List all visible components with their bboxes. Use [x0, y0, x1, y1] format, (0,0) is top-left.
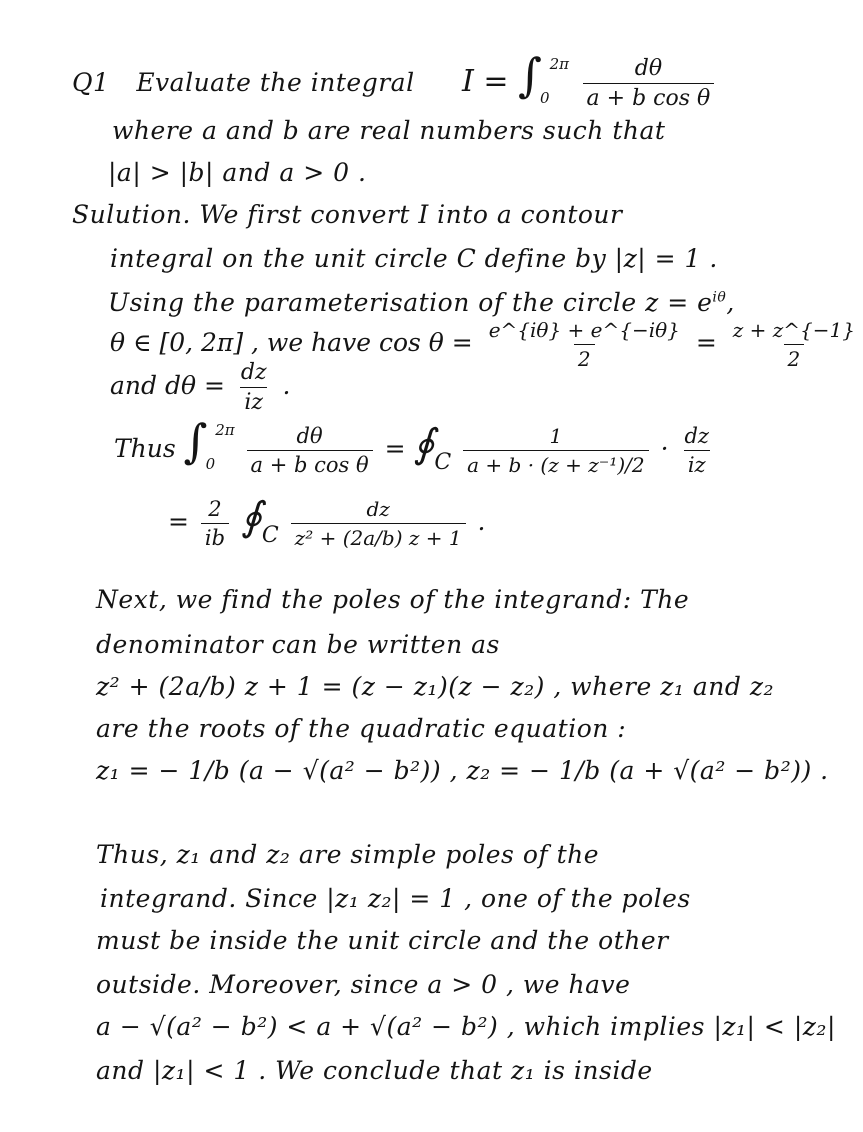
comma: , [726, 288, 735, 317]
question-text: Evaluate the integral [136, 68, 415, 97]
thus-word: Thus [114, 434, 176, 463]
integral-upper: 2π [549, 55, 569, 73]
dtheta-definition: and dθ = [110, 371, 225, 400]
body-line-6: Thus, z₁ and z₂ are simple poles of the [96, 840, 600, 869]
numerator: 1 [549, 424, 563, 448]
denominator: 2 [574, 344, 595, 371]
integral-variable: I = [462, 64, 509, 99]
body-line-9: outside. Moreover, since a > 0 , we have [96, 970, 631, 999]
denominator: ib [201, 523, 229, 550]
cos-fraction-1 [485, 318, 684, 371]
question-line-3: |a| > |b| and a > 0 . [108, 158, 367, 187]
body-line-11: and |z₁| < 1 . We conclude that z₁ is inside [96, 1056, 653, 1085]
numerator: dz [366, 497, 390, 521]
fraction-numerator: dθ [634, 55, 663, 81]
result-coefficient [201, 497, 229, 550]
contour-label: C [434, 450, 452, 475]
equals: = [384, 434, 406, 463]
cos-fraction-2 [729, 318, 859, 371]
body-line-1: Next, we find the poles of the integrand: The [96, 585, 690, 614]
integral-upper: 2π [215, 421, 235, 439]
period: . [477, 507, 486, 536]
integral-sign: ∫ [518, 48, 543, 102]
body-line-3: z² + (2a/b) z + 1 = (z − z₁)(z − z₂) , where z₁ and z₂ [96, 672, 775, 701]
dot: · [660, 434, 669, 463]
denominator: 2 [784, 344, 805, 371]
numerator: dz [684, 424, 709, 448]
numerator: dz [240, 360, 267, 385]
period: . [282, 371, 291, 400]
body-line-7: integrand. Since |z₁ z₂| = 1 , one of the poles [100, 884, 691, 913]
solution-line-2: integral on the unit circle C define by |z| = 1 . [110, 244, 718, 273]
numerator: 2 [208, 497, 222, 521]
question-line-2: where a and b are real numbers such that [112, 116, 666, 145]
solution-line-3-text: Using the parameterisation of the circle z = e [108, 288, 713, 317]
numerator: e^{iθ} + e^{−iθ} [488, 318, 680, 342]
result-integrand [291, 497, 466, 550]
solution-line-1: Sulution. We first convert I into a contour [72, 200, 623, 229]
equals: = [168, 507, 189, 536]
thus-fraction-2 [463, 424, 648, 477]
solution-line-3 [108, 288, 735, 317]
thus-equation [114, 414, 717, 477]
result-equation [168, 494, 486, 550]
body-line-10: a − √(a² − b²) < a + √(a² − b²) , which implies |z₁| < |z₂| [96, 1012, 836, 1041]
exponent: iθ [712, 289, 727, 306]
thus-fraction-1 [247, 424, 373, 477]
contour-integral-sign: ∮ [241, 494, 262, 540]
solution-line-5 [110, 360, 290, 415]
body-line-8: must be inside the unit circle and the other [96, 926, 669, 955]
numerator: z + z^{−1} [732, 318, 855, 342]
denominator: a + b cos θ [247, 450, 373, 477]
integral-fraction [583, 56, 715, 111]
body-line-4: are the roots of the quadratic equation : [96, 714, 627, 743]
integral-lower: 0 [540, 89, 550, 107]
dtheta-fraction [237, 360, 271, 415]
body-line-5: z₁ = − 1/b (a − √(a² − b²)) , z₂ = − 1/b (a + √(a² − b²)) . [96, 756, 829, 785]
question-label: Q1 [72, 68, 110, 97]
contour-label: C [261, 523, 279, 548]
numerator: dθ [296, 424, 323, 448]
denominator: a + b · (z + z⁻¹)/2 [463, 450, 648, 477]
question-integral [462, 48, 718, 111]
denominator: iz [240, 387, 267, 415]
denominator: z² + (2a/b) z + 1 [291, 523, 466, 550]
integral-lower: 0 [205, 455, 216, 473]
integral-sign: ∫ [183, 414, 208, 468]
contour-integral-sign: ∮ [413, 421, 435, 467]
equals: = [695, 328, 717, 357]
fraction-denominator: a + b cos θ [583, 83, 715, 111]
denominator: iz [684, 450, 710, 477]
question-line-1 [72, 68, 415, 97]
cos-definition: θ ∈ [0, 2π] , we have cos θ = [110, 328, 473, 357]
thus-fraction-3 [680, 424, 713, 477]
body-line-2: denominator can be written as [96, 630, 500, 659]
